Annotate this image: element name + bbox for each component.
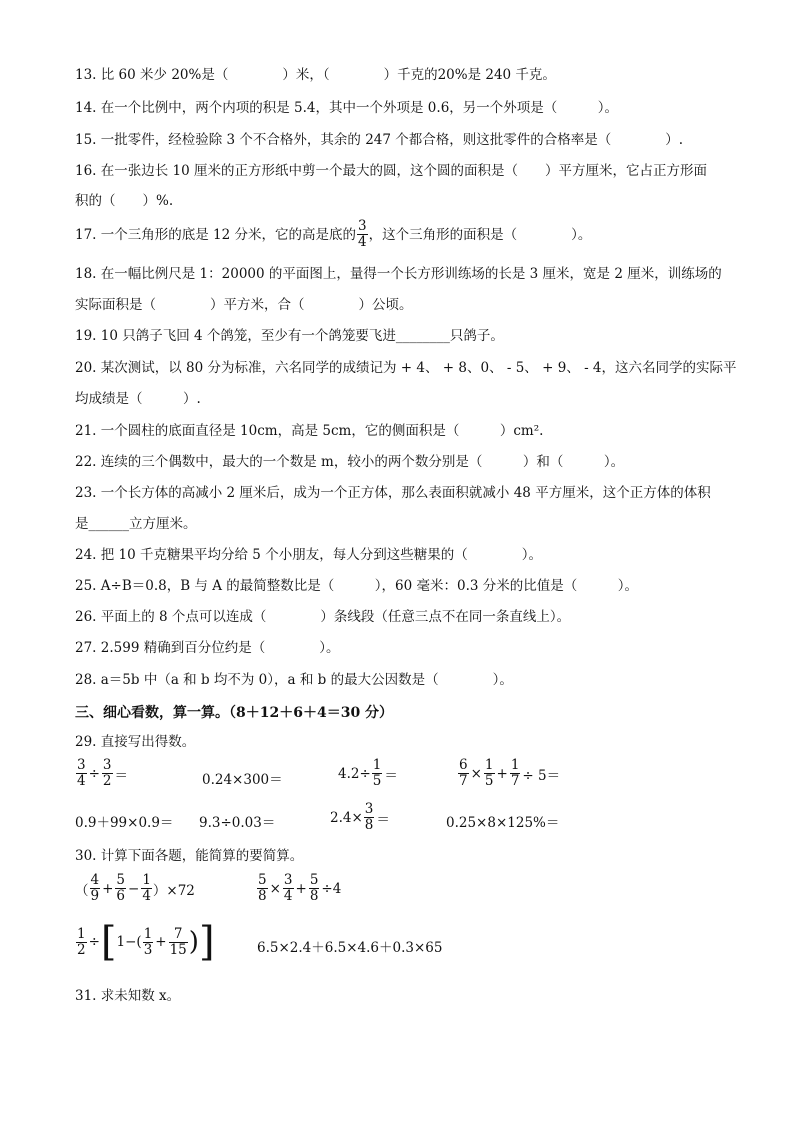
operator: +	[102, 880, 114, 897]
question-18-line1: 18. 在一幅比例尺是 1：20000 的平面图上，量得一个长方形训练场的长是 3 厘米，宽是 2 厘米，训练场的	[75, 266, 722, 282]
q29-expr-8: 0.25×8×125%＝	[446, 815, 560, 831]
section-3-title: 三、细心看数，算一算。（8＋12＋6＋4＝30 分）	[75, 705, 394, 721]
question-23-line2: 是______立方厘米。	[75, 516, 197, 532]
fraction	[283, 873, 294, 904]
denominator: 5	[372, 773, 382, 789]
fraction	[102, 758, 113, 789]
denominator: 3	[143, 941, 153, 958]
right-paren: )	[188, 927, 199, 957]
fraction-denominator: 4	[358, 234, 367, 250]
fraction	[309, 873, 320, 904]
fraction	[257, 873, 268, 904]
question-20-line1: 20. 某次测试，以 80 分为标准，六名同学的成绩记为 + 4、 + 8、0、 - 5、 + 9、 - 4，这六名同学的实际平	[75, 360, 737, 376]
numerator: 5	[309, 872, 319, 888]
expr-head: 4.2÷	[338, 765, 371, 782]
q29-expr-4	[457, 758, 561, 789]
numerator: 3	[283, 872, 293, 888]
denominator: 2	[102, 773, 112, 789]
fraction	[510, 758, 521, 789]
q29-expr-3	[338, 758, 399, 789]
numerator: 6	[459, 757, 468, 773]
expr-tail: ÷4	[321, 880, 342, 897]
q29-expr-5: 0.9＋99×0.9＝	[75, 815, 174, 831]
denominator: 6	[116, 888, 125, 904]
denominator: 4	[283, 888, 293, 904]
question-21: 21. 一个圆柱的底面直径是 10cm，高是 5cm，它的侧面积是（ ）cm².	[75, 423, 544, 439]
fraction-numerator: 3	[358, 218, 367, 234]
numerator: 1	[142, 872, 151, 888]
fraction-3-4	[357, 219, 368, 250]
question-24: 24. 把 10 千克糖果平均分给 5 个小朋友，每人分到这些糖果的（ ）。	[75, 547, 542, 563]
fraction	[115, 873, 126, 904]
question-22: 22. 连续的三个偶数中，最大的一个数是 m，较小的两个数分别是（ ）和（ ）。	[75, 454, 625, 470]
numerator: 3	[364, 801, 374, 817]
numerator: 1	[77, 925, 86, 942]
equals: ＝	[384, 767, 398, 784]
operator: ÷	[88, 765, 100, 782]
denominator: 15	[169, 941, 187, 958]
operator: −	[128, 880, 140, 897]
denominator: 8	[258, 888, 267, 904]
operator: ×	[470, 765, 482, 782]
q30-expr-2	[256, 873, 342, 904]
close-paren-tail: ）×72	[152, 882, 195, 899]
operator: ×	[269, 880, 281, 897]
equals: ＝	[376, 811, 390, 828]
numerator: 1	[510, 757, 520, 773]
question-20-line2: 均成绩是（ ）.	[75, 391, 201, 407]
numerator: 3	[102, 757, 112, 773]
denominator: 9	[90, 888, 100, 904]
expr-tail: ÷ 5＝	[522, 767, 561, 784]
operator: ÷	[88, 934, 100, 950]
question-26: 26. 平面上的 8 个点可以连成（ ）条线段（任意三点不在同一条直线上）。	[75, 609, 571, 625]
fraction	[458, 758, 469, 789]
numerator: 4	[90, 872, 100, 888]
question-29-title: 29. 直接写出得数。	[75, 734, 196, 750]
equals: ＝	[114, 767, 128, 784]
question-19: 19. 10 只鸽子飞回 4 个鸽笼，至少有一个鸽笼要飞进________只鸽子。	[75, 328, 504, 344]
one-minus: 1−(	[116, 934, 142, 950]
question-13: 13. 比 60 米少 20%是（ ）米，（ ）千克的20%是 240 千克。	[75, 67, 556, 83]
numerator: 3	[77, 757, 86, 773]
question-25: 25. A÷B＝0.8，B 与 A 的最简整数比是（ ），60 毫米：0.3 分米的比值是（ ）。	[75, 578, 638, 594]
right-bracket: ]	[198, 919, 215, 965]
q30-expr-4: 6.5×2.4＋6.5×4.6＋0.3×65	[257, 940, 443, 956]
fraction	[484, 758, 495, 789]
q30-expr-1	[75, 873, 195, 904]
q30-expr-3	[75, 919, 215, 965]
fraction	[76, 758, 87, 789]
denominator: 8	[364, 817, 374, 833]
operator: +	[496, 765, 508, 782]
numerator: 5	[258, 872, 267, 888]
question-23-line1: 23. 一个长方体的高减小 2 厘米后，成为一个正方体，那么表面积就减小 48 平方厘米，这个正方体的体积	[75, 485, 711, 501]
numerator: 5	[116, 872, 125, 888]
question-16-line2: 积的（ ）%.	[75, 193, 174, 209]
question-30-title: 30. 计算下面各题，能简算的要简算。	[75, 848, 304, 864]
q29-expr-1	[75, 758, 129, 789]
question-17-before: 17. 一个三角形的底是 12 分米，它的高是底的	[75, 226, 357, 243]
question-17	[75, 219, 591, 250]
q29-expr-2: 0.24×300＝	[202, 772, 283, 788]
fraction	[169, 927, 188, 958]
fraction	[143, 927, 154, 958]
fraction	[141, 873, 152, 904]
left-bracket: [	[100, 919, 117, 965]
operator: +	[295, 880, 307, 897]
denominator: 7	[459, 773, 468, 789]
q29-expr-7	[330, 802, 391, 833]
fraction	[364, 802, 375, 833]
fraction	[90, 873, 101, 904]
question-16-line1: 16. 在一张边长 10 厘米的正方形纸中剪一个最大的圆，这个圆的面积是（ ）平方厘米，它占正方形面	[75, 163, 708, 179]
denominator: 8	[309, 888, 319, 904]
question-18-line2: 实际面积是（ ）平方米，合（ ）公顷。	[75, 297, 413, 313]
denominator: 5	[484, 773, 494, 789]
expr-head: 2.4×	[330, 809, 363, 826]
numerator: 1	[143, 925, 153, 942]
question-27: 27. 2.599 精确到百分位约是（ ）。	[75, 640, 340, 656]
numerator: 1	[372, 757, 382, 773]
operator: +	[155, 934, 167, 950]
denominator: 2	[77, 941, 86, 958]
fraction	[76, 927, 87, 958]
open-paren: （	[75, 882, 89, 899]
numerator: 7	[173, 925, 183, 942]
question-31-title: 31. 求未知数 x。	[75, 988, 181, 1004]
denominator: 7	[510, 773, 520, 789]
question-14: 14. 在一个比例中，两个内项的积是 5.4，其中一个外项是 0.6，另一个外项是（ ）。	[75, 100, 619, 116]
q29-expr-6: 9.3÷0.03＝	[199, 815, 276, 831]
denominator: 4	[77, 773, 86, 789]
fraction	[372, 758, 383, 789]
question-28: 28. a＝5b 中（a 和 b 均不为 0），a 和 b 的最大公因数是（ ）。	[75, 672, 513, 688]
numerator: 1	[484, 757, 494, 773]
question-17-after: ，这个三角形的面积是（ ）。	[368, 226, 592, 243]
question-15: 15. 一批零件，经检验除 3 个不合格外，其余的 247 个都合格，则这批零件的合格率是（ ）.	[75, 132, 684, 148]
denominator: 4	[142, 888, 151, 904]
